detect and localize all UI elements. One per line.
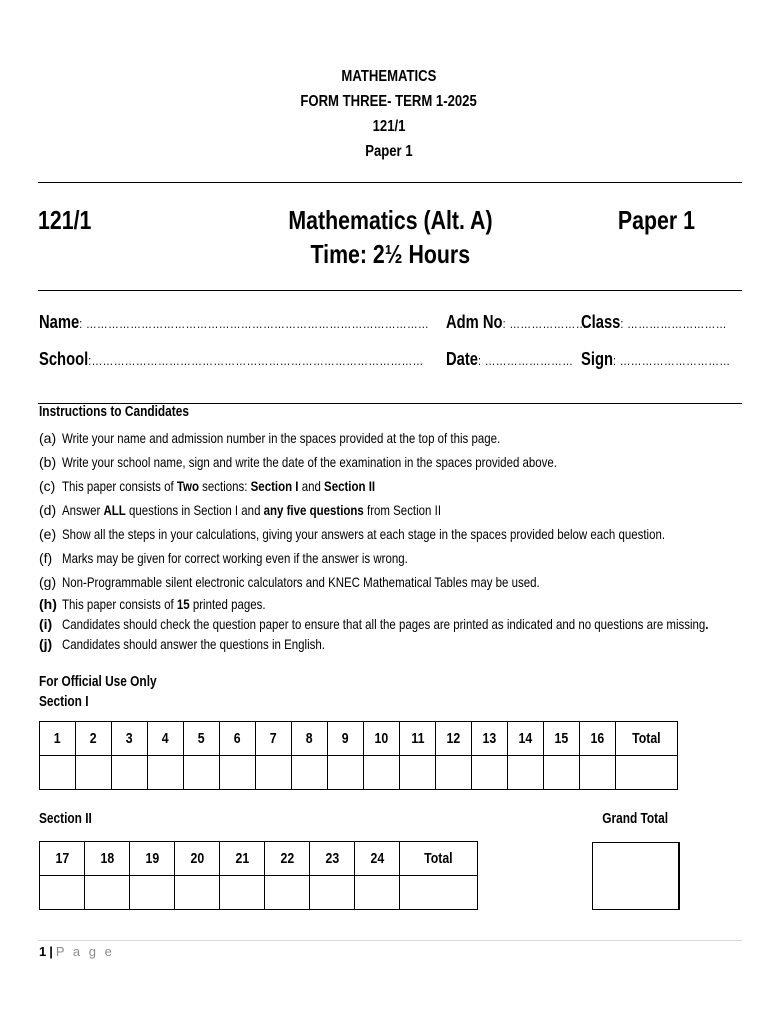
header-paper-number: Paper 1 bbox=[365, 143, 413, 160]
footer-separator: | bbox=[49, 944, 53, 959]
date-label: Date bbox=[446, 349, 478, 369]
divider-top bbox=[38, 182, 742, 183]
question-number-cell: 19 bbox=[130, 842, 175, 876]
name-field[interactable] bbox=[39, 310, 515, 336]
name-label: Name bbox=[39, 312, 80, 332]
school-label: School bbox=[39, 349, 89, 369]
question-number-cell: 1 bbox=[40, 722, 76, 756]
class-label: Class bbox=[581, 312, 621, 332]
score-cell[interactable] bbox=[76, 756, 112, 790]
instruction-label: (h) bbox=[39, 596, 57, 612]
instruction-text: Write your name and admission number in the spaces provided at the top of this page. bbox=[62, 430, 501, 446]
instruction-text: Candidates should check the question paper to ensure that all the pages are printed as indicated and no questions are missing. bbox=[62, 616, 709, 632]
instruction-item bbox=[39, 615, 739, 635]
section-2-label: Section II bbox=[39, 811, 92, 827]
title-subject: Mathematics (Alt. A) bbox=[287, 205, 493, 235]
header-paper-code: 121/1 bbox=[372, 118, 406, 135]
question-number-cell: 18 bbox=[85, 842, 130, 876]
score-cell[interactable] bbox=[40, 756, 76, 790]
question-number-cell: 3 bbox=[112, 722, 148, 756]
instruction-text: Non-Programmable silent electronic calculators and KNEC Mathematical Tables may be used. bbox=[62, 574, 540, 590]
question-number-cell: 4 bbox=[148, 722, 184, 756]
score-cell[interactable] bbox=[310, 876, 355, 910]
official-use-heading bbox=[39, 672, 182, 712]
instruction-text: Show all the steps in your calculations, giving your answers at each stage in the spaces provided below each question. bbox=[62, 526, 666, 542]
section-2-marks-table bbox=[39, 841, 478, 910]
instruction-label: (j) bbox=[39, 636, 53, 652]
score-cell[interactable] bbox=[40, 876, 85, 910]
footer-divider bbox=[38, 940, 742, 941]
section-2-score-row bbox=[40, 876, 478, 910]
name-value: : ………………………………………………………………………………… bbox=[79, 316, 430, 331]
score-cell[interactable] bbox=[220, 876, 265, 910]
page-word: P a g e bbox=[55, 944, 115, 959]
question-number-cell: 14 bbox=[508, 722, 544, 756]
instruction-text: Candidates should answer the questions in English. bbox=[62, 636, 325, 652]
question-number-cell: 10 bbox=[364, 722, 400, 756]
school-field[interactable] bbox=[39, 347, 508, 373]
score-cell[interactable] bbox=[292, 756, 328, 790]
adm-no-value: : ………………… bbox=[502, 316, 587, 331]
score-cell[interactable] bbox=[472, 756, 508, 790]
school-value: :……………………………………………………………………………… bbox=[88, 353, 424, 368]
question-number-cell: 16 bbox=[580, 722, 616, 756]
score-cell[interactable] bbox=[580, 756, 616, 790]
divider-middle bbox=[38, 290, 742, 291]
question-number-cell: 11 bbox=[400, 722, 436, 756]
page-number: 1 bbox=[39, 944, 47, 959]
question-number-cell: 12 bbox=[436, 722, 472, 756]
score-cell[interactable] bbox=[364, 756, 400, 790]
instruction-item bbox=[39, 451, 739, 475]
total-column-header: Total bbox=[400, 842, 478, 876]
instruction-item bbox=[39, 427, 739, 451]
date-field[interactable] bbox=[446, 347, 601, 373]
question-number-cell: 24 bbox=[355, 842, 400, 876]
section-1-label: Section I bbox=[39, 694, 89, 710]
instruction-item bbox=[39, 475, 739, 499]
instruction-text: Marks may be given for correct working even if the answer is wrong. bbox=[62, 550, 408, 566]
instruction-item bbox=[39, 635, 739, 655]
instruction-text: This paper consists of Two sections: Section I and Section II bbox=[62, 478, 376, 494]
instruction-label: (a) bbox=[39, 430, 57, 446]
question-number-cell: 6 bbox=[220, 722, 256, 756]
instruction-item bbox=[39, 523, 739, 547]
question-number-cell: 20 bbox=[175, 842, 220, 876]
instruction-label: (f) bbox=[39, 550, 53, 566]
question-number-cell: 8 bbox=[292, 722, 328, 756]
instruction-text: Write your school name, sign and write the date of the examination in the spaces provided above. bbox=[62, 454, 557, 470]
question-number-cell: 5 bbox=[184, 722, 220, 756]
score-cell[interactable] bbox=[328, 756, 364, 790]
title-code: 121/1 bbox=[38, 205, 92, 235]
instruction-item bbox=[39, 499, 739, 523]
title-time: Time: 2½ Hours bbox=[310, 239, 470, 269]
instruction-label: (c) bbox=[39, 478, 56, 494]
class-field[interactable] bbox=[581, 310, 759, 336]
instruction-item bbox=[39, 571, 739, 595]
instruction-label: (i) bbox=[39, 616, 53, 632]
header-subject: MATHEMATICS bbox=[341, 68, 437, 85]
class-value: : ……………………… bbox=[620, 316, 727, 331]
instruction-item bbox=[39, 595, 739, 615]
section-1-score-row bbox=[40, 756, 678, 790]
instruction-text: This paper consists of 15 printed pages. bbox=[62, 596, 266, 612]
instructions-title: Instructions to Candidates bbox=[39, 404, 189, 420]
score-cell[interactable] bbox=[130, 876, 175, 910]
instruction-label: (b) bbox=[39, 454, 57, 470]
title-paper: Paper 1 bbox=[617, 205, 695, 235]
instructions-list bbox=[39, 427, 739, 655]
score-cell[interactable] bbox=[175, 876, 220, 910]
score-cell[interactable] bbox=[85, 876, 130, 910]
section-1-marks-table bbox=[39, 721, 678, 790]
score-cell[interactable] bbox=[436, 756, 472, 790]
question-number-cell: 21 bbox=[220, 842, 265, 876]
total-column-header: Total bbox=[616, 722, 678, 756]
total-score-cell[interactable] bbox=[616, 756, 678, 790]
sign-value: : ………………………… bbox=[612, 353, 731, 368]
question-number-cell: 13 bbox=[472, 722, 508, 756]
score-cell[interactable] bbox=[184, 756, 220, 790]
question-number-cell: 9 bbox=[328, 722, 364, 756]
score-cell[interactable] bbox=[112, 756, 148, 790]
grand-total-label: Grand Total bbox=[602, 811, 668, 827]
question-number-cell: 2 bbox=[76, 722, 112, 756]
score-cell[interactable] bbox=[256, 756, 292, 790]
section-1-header-row bbox=[40, 722, 678, 756]
score-cell[interactable] bbox=[355, 876, 400, 910]
instruction-label: (d) bbox=[39, 502, 57, 518]
instruction-item bbox=[39, 547, 739, 571]
date-value: : …………………… bbox=[477, 353, 574, 368]
instruction-label: (g) bbox=[39, 574, 57, 590]
grand-total-box[interactable] bbox=[592, 842, 680, 910]
question-number-cell: 17 bbox=[40, 842, 85, 876]
page-footer bbox=[39, 944, 114, 959]
score-cell[interactable] bbox=[220, 756, 256, 790]
question-number-cell: 15 bbox=[544, 722, 580, 756]
section-2-header-row bbox=[40, 842, 478, 876]
sign-label: Sign bbox=[581, 349, 613, 369]
score-cell[interactable] bbox=[148, 756, 184, 790]
document-header bbox=[0, 64, 768, 164]
score-cell[interactable] bbox=[544, 756, 580, 790]
header-form-term: FORM THREE- TERM 1-2025 bbox=[300, 93, 478, 110]
score-cell[interactable] bbox=[265, 876, 310, 910]
score-cell[interactable] bbox=[508, 756, 544, 790]
instruction-text: Answer ALL questions in Section I and any five questions from Section II bbox=[62, 502, 442, 518]
instruction-label: (e) bbox=[39, 526, 57, 542]
question-number-cell: 22 bbox=[265, 842, 310, 876]
score-cell[interactable] bbox=[400, 756, 436, 790]
sign-field[interactable] bbox=[581, 347, 763, 373]
adm-no-label: Adm No bbox=[446, 312, 503, 332]
total-score-cell[interactable] bbox=[400, 876, 478, 910]
official-use-title: For Official Use Only bbox=[39, 674, 157, 690]
question-number-cell: 23 bbox=[310, 842, 355, 876]
question-number-cell: 7 bbox=[256, 722, 292, 756]
